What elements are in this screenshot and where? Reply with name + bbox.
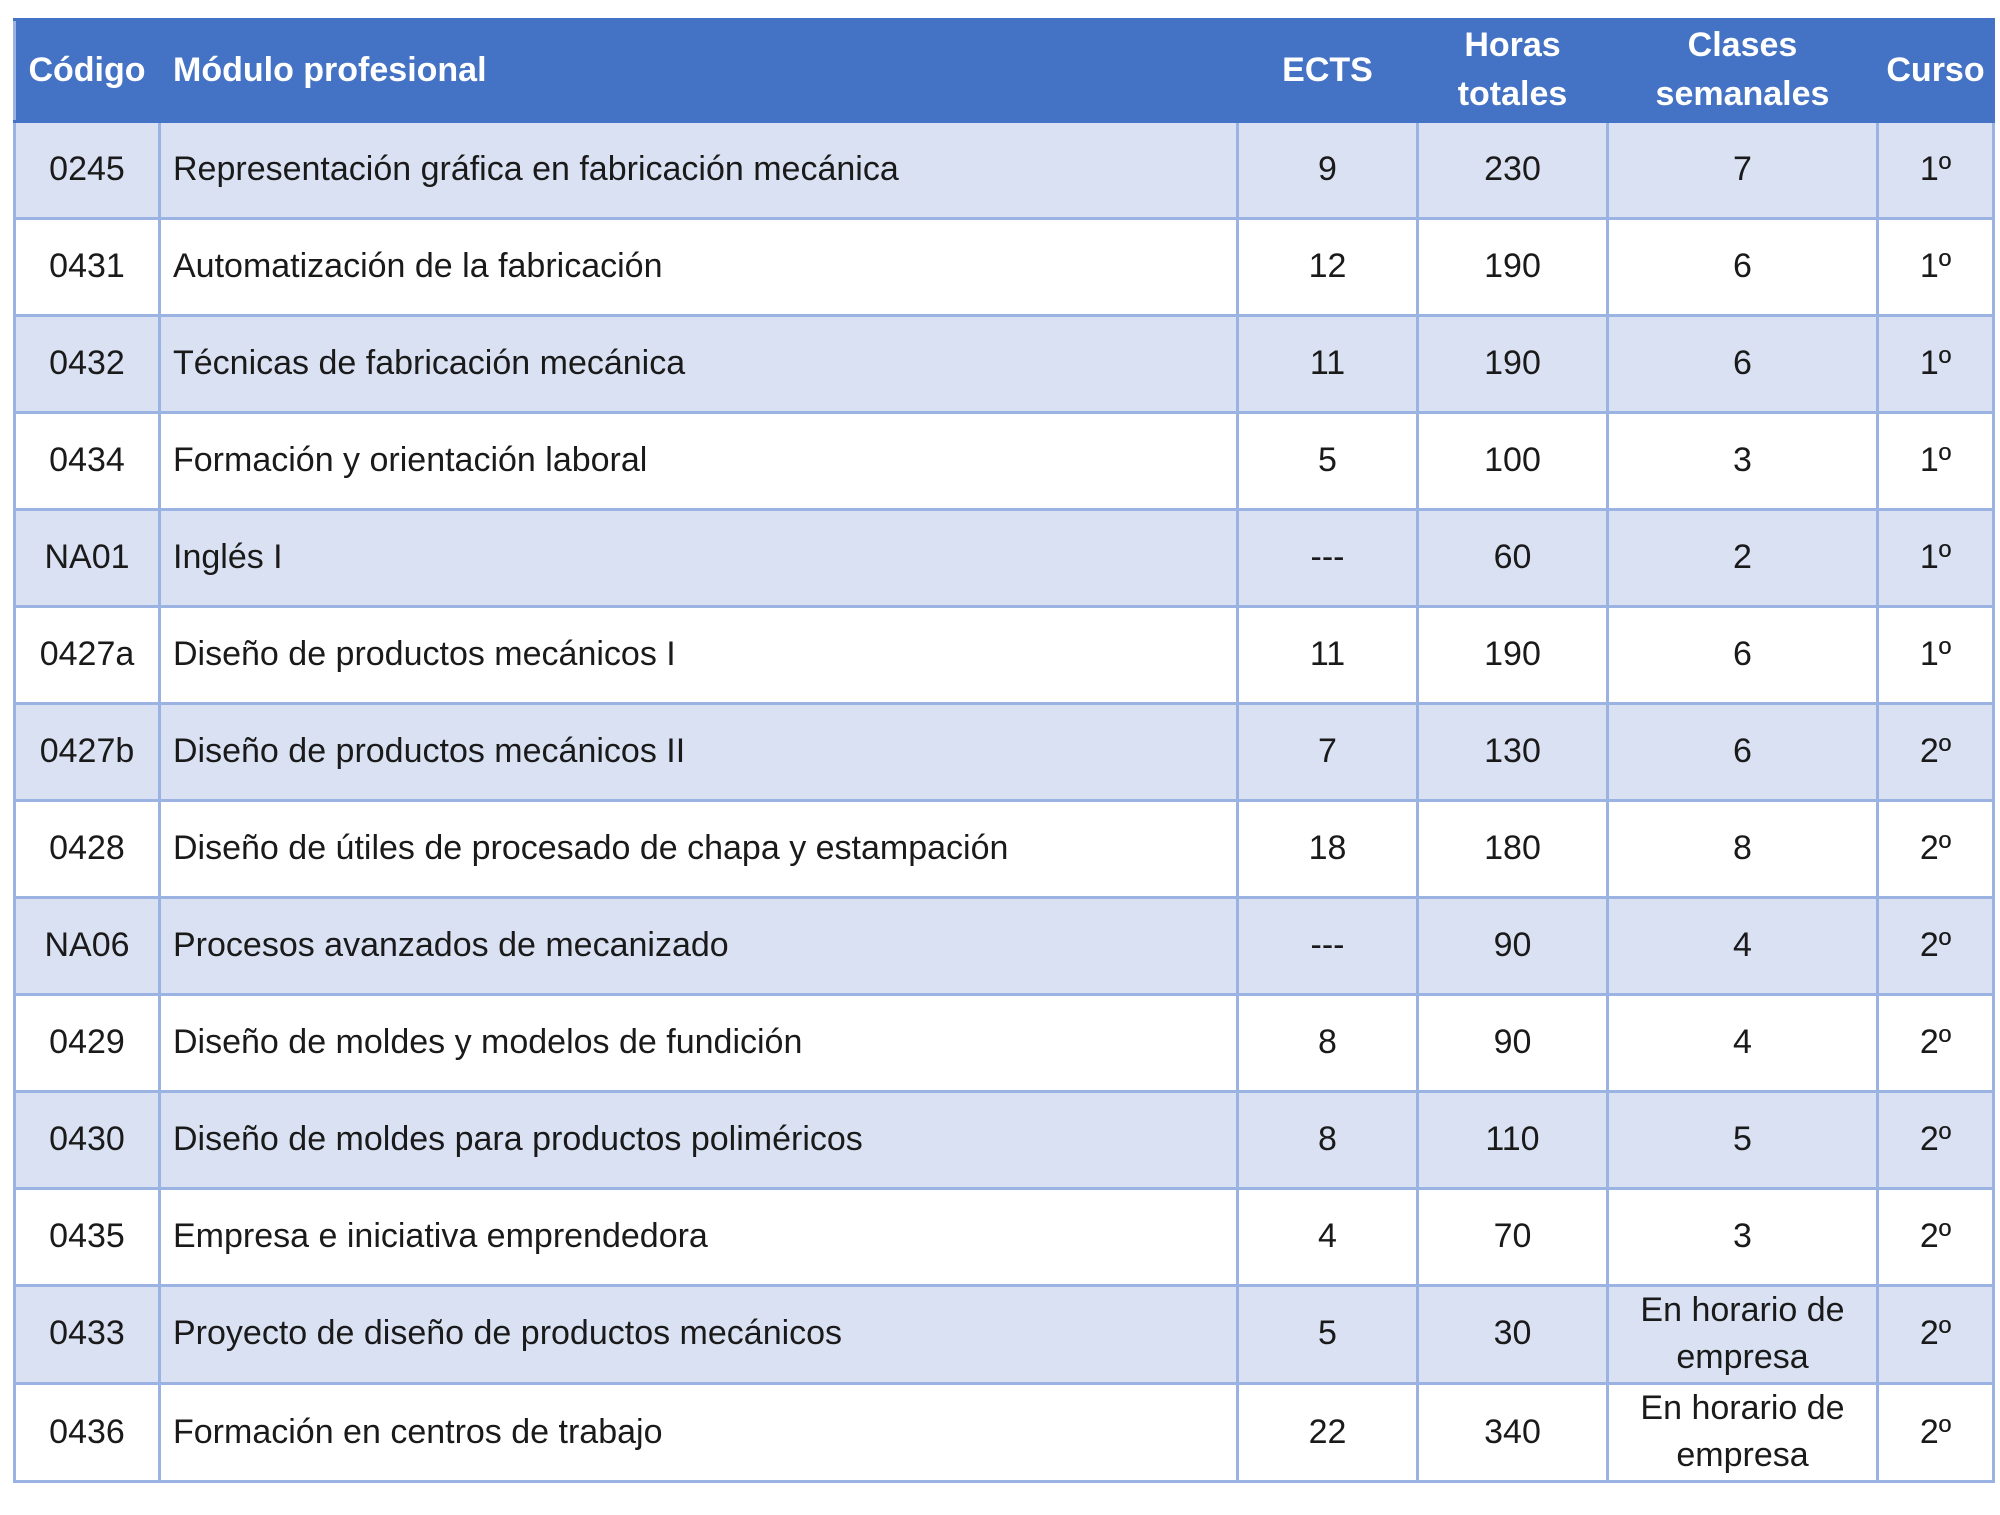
cell-module: Diseño de útiles de procesado de chapa y estampación	[160, 800, 1238, 897]
cell-ects: 8	[1238, 1091, 1418, 1188]
cell-weekly-classes: 5	[1608, 1091, 1878, 1188]
cell-hours: 180	[1418, 800, 1608, 897]
cell-hours: 30	[1418, 1285, 1608, 1383]
cell-hours: 130	[1418, 703, 1608, 800]
cell-module: Diseño de productos mecánicos II	[160, 703, 1238, 800]
table-row	[15, 1091, 1994, 1188]
cell-module: Diseño de moldes y modelos de fundición	[160, 994, 1238, 1091]
cell-module: Proyecto de diseño de productos mecánicos	[160, 1285, 1238, 1383]
table-body	[15, 121, 1994, 1481]
table-row	[15, 121, 1994, 218]
cell-hours: 340	[1418, 1383, 1608, 1481]
cell-ects: 9	[1238, 121, 1418, 218]
header-weekly-classes: Clases semanales	[1608, 20, 1878, 122]
table-row	[15, 1285, 1994, 1383]
header-code: Código	[15, 20, 160, 122]
cell-course: 1º	[1878, 412, 1994, 509]
table-row	[15, 703, 1994, 800]
table-row	[15, 800, 1994, 897]
cell-ects: 5	[1238, 412, 1418, 509]
cell-ects: 12	[1238, 218, 1418, 315]
cell-weekly-classes: 6	[1608, 315, 1878, 412]
cell-ects: 7	[1238, 703, 1418, 800]
cell-code: 0436	[15, 1383, 160, 1481]
cell-course: 1º	[1878, 606, 1994, 703]
cell-code: 0427a	[15, 606, 160, 703]
cell-course: 2º	[1878, 1383, 1994, 1481]
cell-code: NA01	[15, 509, 160, 606]
cell-ects: 4	[1238, 1188, 1418, 1285]
table-row	[15, 315, 1994, 412]
cell-module: Formación y orientación laboral	[160, 412, 1238, 509]
cell-hours: 90	[1418, 994, 1608, 1091]
cell-module: Inglés I	[160, 509, 1238, 606]
cell-code: 0428	[15, 800, 160, 897]
cell-module: Representación gráfica en fabricación mecánica	[160, 121, 1238, 218]
cell-ects: ---	[1238, 509, 1418, 606]
cell-weekly-classes: 3	[1608, 412, 1878, 509]
cell-code: 0433	[15, 1285, 160, 1383]
cell-code: 0430	[15, 1091, 160, 1188]
table-row	[15, 994, 1994, 1091]
cell-course: 2º	[1878, 994, 1994, 1091]
cell-course: 2º	[1878, 1188, 1994, 1285]
cell-module: Automatización de la fabricación	[160, 218, 1238, 315]
header-ects: ECTS	[1238, 20, 1418, 122]
cell-hours: 100	[1418, 412, 1608, 509]
cell-weekly-classes: 8	[1608, 800, 1878, 897]
cell-ects: 11	[1238, 606, 1418, 703]
cell-code: 0431	[15, 218, 160, 315]
cell-course: 2º	[1878, 897, 1994, 994]
cell-weekly-classes: 6	[1608, 606, 1878, 703]
cell-module: Empresa e iniciativa emprendedora	[160, 1188, 1238, 1285]
cell-module: Formación en centros de trabajo	[160, 1383, 1238, 1481]
modules-table	[13, 18, 1995, 1483]
table-row	[15, 1383, 1994, 1481]
cell-weekly-classes: 6	[1608, 703, 1878, 800]
cell-hours: 70	[1418, 1188, 1608, 1285]
cell-ects: ---	[1238, 897, 1418, 994]
cell-code: 0435	[15, 1188, 160, 1285]
cell-weekly-classes: 4	[1608, 897, 1878, 994]
cell-module: Diseño de productos mecánicos I	[160, 606, 1238, 703]
cell-hours: 190	[1418, 606, 1608, 703]
cell-module: Diseño de moldes para productos poliméricos	[160, 1091, 1238, 1188]
header-hours: Horas totales	[1418, 20, 1608, 122]
cell-code: 0427b	[15, 703, 160, 800]
cell-weekly-classes: 3	[1608, 1188, 1878, 1285]
cell-course: 2º	[1878, 1285, 1994, 1383]
cell-course: 1º	[1878, 509, 1994, 606]
cell-course: 2º	[1878, 800, 1994, 897]
cell-course: 2º	[1878, 703, 1994, 800]
cell-course: 1º	[1878, 315, 1994, 412]
cell-code: NA06	[15, 897, 160, 994]
cell-module: Técnicas de fabricación mecánica	[160, 315, 1238, 412]
cell-weekly-classes: 7	[1608, 121, 1878, 218]
cell-hours: 230	[1418, 121, 1608, 218]
table-row	[15, 606, 1994, 703]
cell-course: 1º	[1878, 121, 1994, 218]
cell-ects: 5	[1238, 1285, 1418, 1383]
cell-course: 1º	[1878, 218, 1994, 315]
cell-weekly-classes: 4	[1608, 994, 1878, 1091]
cell-weekly-classes: En horario de empresa	[1608, 1285, 1878, 1383]
cell-code: 0245	[15, 121, 160, 218]
cell-code: 0432	[15, 315, 160, 412]
cell-ects: 18	[1238, 800, 1418, 897]
cell-course: 2º	[1878, 1091, 1994, 1188]
cell-code: 0429	[15, 994, 160, 1091]
cell-weekly-classes: 2	[1608, 509, 1878, 606]
table-row	[15, 412, 1994, 509]
table-row	[15, 897, 1994, 994]
cell-hours: 60	[1418, 509, 1608, 606]
cell-ects: 8	[1238, 994, 1418, 1091]
table-row	[15, 218, 1994, 315]
table-row	[15, 509, 1994, 606]
cell-hours: 90	[1418, 897, 1608, 994]
cell-module: Procesos avanzados de mecanizado	[160, 897, 1238, 994]
cell-weekly-classes: 6	[1608, 218, 1878, 315]
cell-hours: 190	[1418, 218, 1608, 315]
cell-ects: 11	[1238, 315, 1418, 412]
cell-code: 0434	[15, 412, 160, 509]
table-row	[15, 1188, 1994, 1285]
header-course: Curso	[1878, 20, 1994, 122]
cell-ects: 22	[1238, 1383, 1418, 1481]
cell-weekly-classes: En horario de empresa	[1608, 1383, 1878, 1481]
cell-hours: 110	[1418, 1091, 1608, 1188]
header-module: Módulo profesional	[160, 20, 1238, 122]
table-header-row	[15, 20, 1994, 122]
cell-hours: 190	[1418, 315, 1608, 412]
